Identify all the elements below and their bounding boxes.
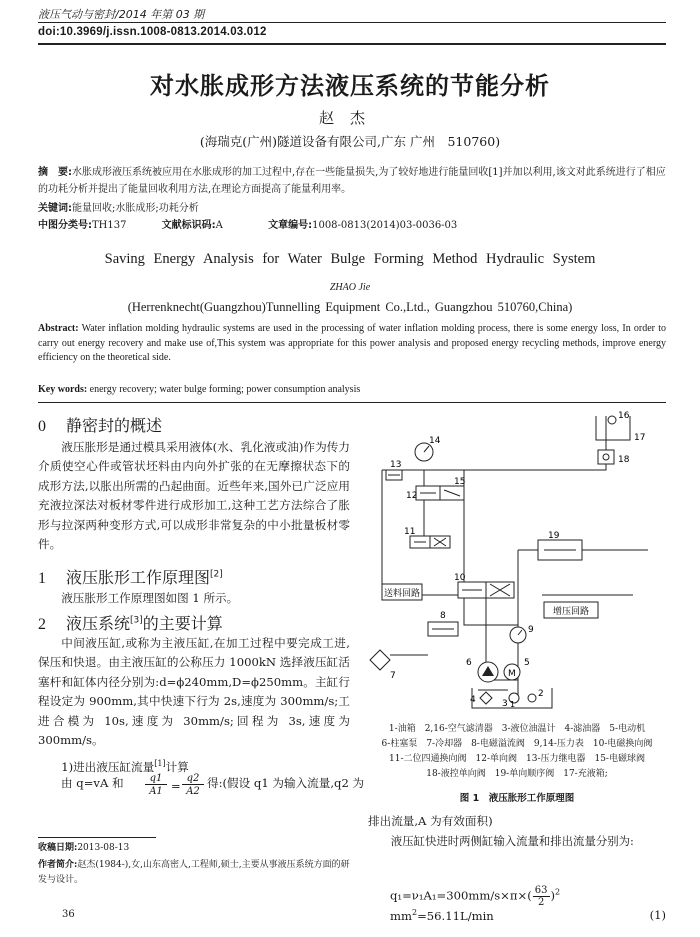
equation-fraction <box>533 885 550 908</box>
cooler-7 <box>370 650 390 670</box>
figure-title: 图 1 液压胀形工作原理图 <box>459 793 575 804</box>
fraction-2-numerator: q2 <box>182 773 204 785</box>
label-7: 7 <box>390 671 396 681</box>
section-1-title: 液压胀形工作原理图 <box>66 568 211 587</box>
section-0-heading <box>38 413 162 436</box>
equation-number: (1) <box>649 908 666 922</box>
fraction-1-numerator: q1 <box>145 773 167 785</box>
keywords-en <box>38 384 666 395</box>
piston-pump-6 <box>478 662 498 682</box>
label-3: 3 <box>502 699 508 709</box>
equation-sup-2: 2 <box>412 908 418 917</box>
abstract-en-text: Water inflation molding hydraulic systems are used in the processing of water inflation molding process, there is some energy loss, In order to carry out energy recovery and make use of,This system was appropriate for this power analysis and proposed energy recycling methods, improve energy efficiency on the theoretical side. <box>38 323 666 363</box>
label-5: 5 <box>524 658 530 668</box>
formula-equals: = <box>171 779 181 793</box>
label-13: 13 <box>390 460 402 470</box>
footnote-separator <box>38 837 156 838</box>
abstract-en <box>38 322 666 366</box>
feed-circuit-label: 送料回路 <box>383 589 421 599</box>
section-1-ref[interactable]: [2] <box>210 569 223 580</box>
caption-line-3: 11-二位四通换向阀 12-单向阀 13-压力继电器 15-电磁球阀 <box>389 754 645 764</box>
clc-label: 中图分类号: <box>38 220 92 231</box>
formula-text-b: 得:(假设 q1 为输入流量,q2 为 <box>207 776 365 790</box>
right-text-line-2: 液压缸快进时两侧缸输入流量和排出流量分别为: <box>390 834 634 848</box>
footnote-received <box>38 841 350 856</box>
valve-12-15 <box>416 486 464 500</box>
fraction-2-denominator: A2 <box>186 786 200 797</box>
keywords-cn-text: 能量回收;水胀成形;功耗分析 <box>72 203 199 214</box>
label-4: 4 <box>470 695 476 705</box>
figure-caption <box>368 722 666 782</box>
equation-frac-den: 2 <box>537 897 545 908</box>
section-0-paragraph: 液压胀形是通过模具采用液体(水、乳化液或油)作为传力介质使空心件或管状坯料由内向外扩张的在无摩擦状态下的成形方法,以胀出所需的凸起曲面。近些年来,国外已广泛应用充液拉深法对板材零件进行成形加工,这种工艺方法综合了胀形与拉深两种变形方式,可以成形非常复杂的中小批量板材零件。 <box>38 440 350 552</box>
affiliation-cn: (海瑞克(广州)隧道设备有限公司,广东 广州 510760) <box>199 134 501 149</box>
abstract-cn <box>38 164 666 198</box>
doc-code-value: A <box>215 220 223 231</box>
label-18: 18 <box>618 455 630 465</box>
caption-line-1: 1-油箱 2,16-空气滤清器 3-液位油温计 4-滤油器 5-电动机 <box>388 724 646 734</box>
boost-circuit-label: 增压回路 <box>552 607 590 617</box>
formula-line <box>61 773 365 805</box>
directional-valve-11 <box>410 536 450 548</box>
filter-4 <box>480 692 492 704</box>
label-12: 12 <box>406 491 418 501</box>
section-0-number: 0 <box>38 418 46 435</box>
clc-value: TH137 <box>92 220 127 231</box>
label-16: 16 <box>618 411 630 421</box>
section-1-paragraph: 液压胀形工作原理图如图 1 所示。 <box>61 591 239 605</box>
keywords-en-text: energy recovery; water bulge forming; power consumption analysis <box>89 384 361 395</box>
abstract-cn-label: 摘 要: <box>38 167 72 178</box>
doi-rule <box>38 43 666 45</box>
classification-line <box>38 217 666 234</box>
label-11: 11 <box>404 527 416 537</box>
paper-title-en: Saving Energy Analysis for Water Bulge Forming Method Hydraulic System <box>104 251 596 267</box>
label-14: 14 <box>429 436 441 446</box>
abstract-cn-text: 水胀成形液压系统被应用在水胀成形的加工过程中,存在一些能量损失,为了较好地进行能量回收[1]并加以利用,该文对此系统进行了相应的功耗分析并提出了能量回收利用方法,在理论方面提高了能量利用率。 <box>38 167 666 195</box>
subsection-1-ref[interactable]: [1] <box>154 759 166 768</box>
subsection-1-title: 1)进出液压缸流量 <box>61 759 155 774</box>
label-19: 19 <box>548 531 560 541</box>
equation-lhs: q₁=ν₁A₁=300mm/s×π×( <box>390 888 532 903</box>
section-2-ref[interactable]: [3] <box>130 615 143 626</box>
pipe-mid <box>464 470 518 625</box>
affiliation-en: (Herrenknecht(Guangzhou)Tunnelling Equipment Co.,Ltd., Guangzhou 510760,China) <box>127 300 573 314</box>
equation-frac-num: 63 <box>534 885 548 896</box>
motor-symbol: M <box>508 669 516 679</box>
fraction-1-denominator: A1 <box>149 786 163 797</box>
relief-valve-8 <box>428 622 458 636</box>
label-10: 10 <box>454 573 466 583</box>
caption-line-4: 18-液控单向阀 19-单向顺序阀 17-充液箱; <box>426 769 608 779</box>
caption-line-2: 6-柱塞泵 7-冷却器 8-电磁溢流阀 9,14-压力表 10-电磁换向阀 <box>381 739 653 749</box>
keywords-en-label: Key words: <box>38 384 88 395</box>
pipe-top-main <box>382 416 606 470</box>
formula-text-a: 由 q=vA 和 <box>61 776 124 790</box>
label-17: 17 <box>634 433 646 443</box>
label-6: 6 <box>466 658 472 668</box>
abstract-en-label: Abstract: <box>38 323 79 334</box>
section-0-title: 静密封的概述 <box>66 416 163 435</box>
equation-rhs-b: mm <box>390 908 412 923</box>
bio-label: 作者简介: <box>38 860 78 870</box>
label-1: 1 <box>510 700 516 709</box>
label-2: 2 <box>538 689 544 699</box>
doi[interactable]: doi:10.3969/j.issn.1008-0813.2014.03.012 <box>38 26 267 38</box>
equation-rhs-c: =56.11L/min <box>417 908 494 923</box>
article-no-label: 文章编号: <box>268 220 313 231</box>
right-text-line-1: 排出流量,A 为有效面积) <box>368 814 493 828</box>
abstract-rule <box>38 402 666 403</box>
figure-1-schematic <box>368 410 666 710</box>
section-2-heading <box>38 611 223 634</box>
equation-rhs-a: ) <box>550 888 556 903</box>
section-1-heading <box>38 565 223 588</box>
section-2-title-a: 液压系统 <box>66 614 131 633</box>
equation-1 <box>390 885 666 923</box>
section-2-number: 2 <box>38 616 46 633</box>
pilot-check-valve-18 <box>598 450 614 464</box>
equation-sup-1: 2 <box>555 887 561 897</box>
section-1-number: 1 <box>38 570 46 587</box>
page-number: 36 <box>62 909 75 920</box>
keywords-cn-label: 关键词: <box>38 203 72 214</box>
author-en: ZHAO Jie <box>329 282 371 293</box>
label-8: 8 <box>440 611 446 621</box>
keywords-cn <box>38 200 666 217</box>
sequence-valve-19 <box>538 540 582 560</box>
doc-code-label: 文献标识码: <box>161 220 216 231</box>
bio-text: 赵杰(1984-),女,山东高密人,工程师,硕士,主要从事液压系统方面的研发与设计。 <box>38 860 350 885</box>
received-date: 2013-08-13 <box>77 843 130 853</box>
received-label: 收稿日期: <box>38 843 78 853</box>
pressure-gauge-9 <box>510 627 526 643</box>
section-2-title-b: 的主要计算 <box>142 614 223 633</box>
paper-title-cn: 对水胀成形方法液压系统的节能分析 <box>150 72 550 100</box>
article-no-value: 1008-0813(2014)03-0036-03 <box>312 220 458 231</box>
section-2-paragraph: 中间液压缸,或称为主液压缸,在加工过程中要完成工进,保压和快退。由主液压缸的公称压力 1000kN 选择液压缸活塞杆和缸体内径分别为:d=ϕ240mm,D=ϕ250mm。主缸行程设定为 900mm,其中快速下行为 2s,速度为 300mm/s;工进合模为 10s,速度为 30mm/s;回程为 3s,速度为 300mm/s。 <box>38 636 350 748</box>
author-cn: 赵杰 <box>318 109 381 127</box>
header-rule <box>38 22 666 23</box>
subsection-1-tail: 计算 <box>165 759 189 774</box>
label-15: 15 <box>454 477 466 487</box>
pressure-relay-13 <box>386 470 402 480</box>
journal-header: 液压气动与密封/2014 年第 03 期 <box>38 8 205 21</box>
solenoid-valve-10 <box>458 582 514 598</box>
footnote-bio <box>38 858 350 888</box>
breather-2 <box>528 694 536 702</box>
label-9: 9 <box>528 625 534 635</box>
